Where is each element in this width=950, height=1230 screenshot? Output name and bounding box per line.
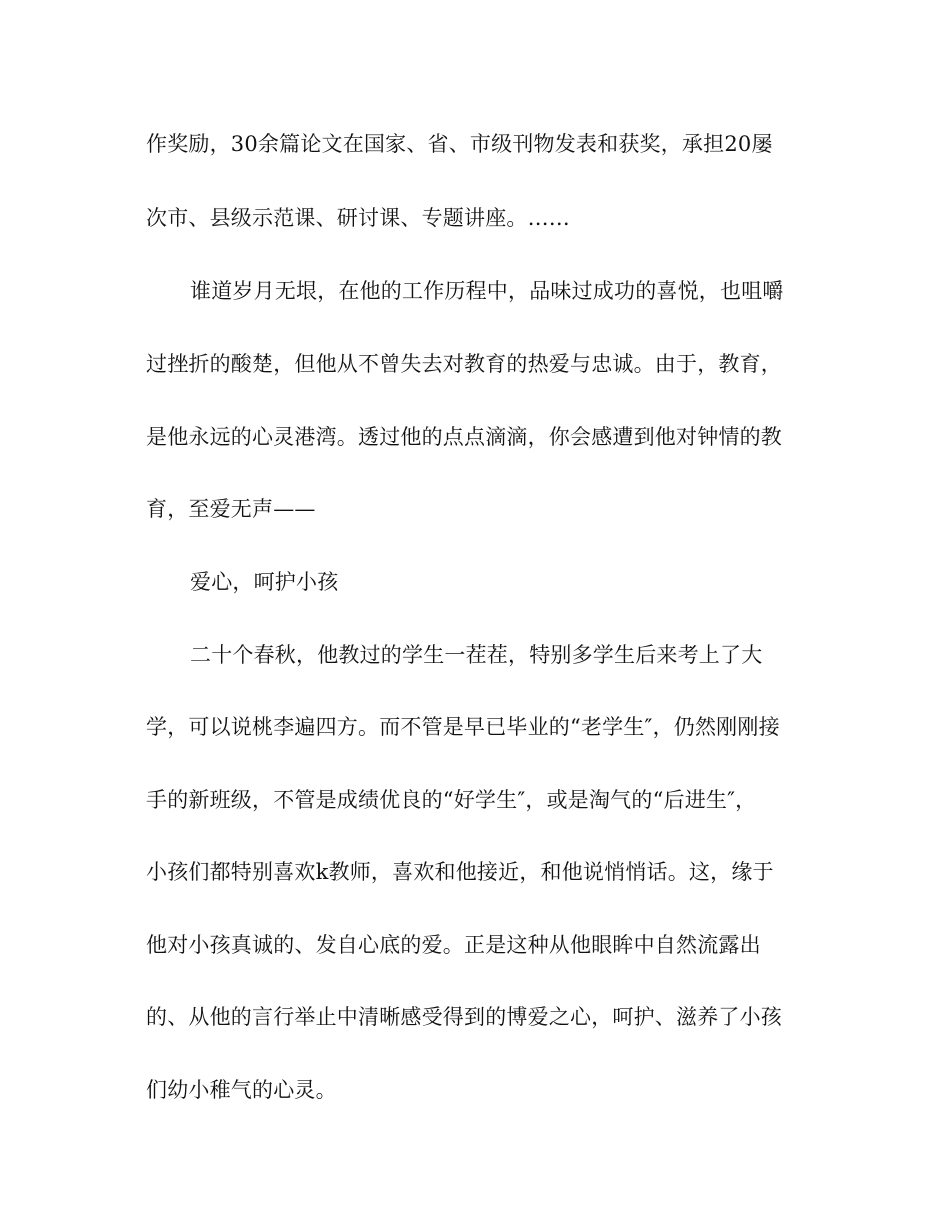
paragraph-line: 作奖励，30余篇论文在国家、省、市级刊物发表和获奖，承担20屡 — [146, 132, 773, 156]
paragraph-line: 学，可以说桃李遍四方。而不管是早已毕业的“老学生″，仍然刚刚接 — [146, 715, 780, 739]
paragraph-line: 是他永远的心灵港湾。透过他的点点滴滴，你会感遭到他对钟情的教 — [146, 425, 782, 449]
paragraph-line: 过挫折的酸楚，但他从不曾失去对教育的热爱与忠诚。由于，教育， — [146, 352, 782, 376]
paragraph-line: 谁道岁月无垠，在他的工作历程中，品味过成功的喜悦，也咀嚼 — [190, 279, 784, 303]
paragraph-line: 的、从他的言行举止中清晰感受得到的博爱之心，呵护、滋养了小孩 — [146, 1005, 782, 1029]
paragraph-line: 们幼小稚气的心灵。 — [146, 1078, 337, 1102]
paragraph-line: 小孩们都特别喜欢k教师，喜欢和他接近，和他说悄悄话。这，缘于 — [146, 860, 774, 884]
section-heading: 爱心，呵护小孩 — [190, 570, 339, 594]
paragraph-line: 二十个春秋，他教过的学生一茬茬，特别多学生后来考上了大 — [190, 643, 763, 667]
paragraph-line: 育，至爱无声—— — [146, 497, 316, 521]
paragraph-line: 他对小孩真诚的、发自心底的爱。正是这种从他眼眸中自然流露出 — [146, 933, 761, 957]
paragraph-line: 手的新班级，不管是成绩优良的“好学生″，或是淘气的“后进生″， — [146, 788, 757, 812]
paragraph-line: 次市、县级示范课、研讨课、专题讲座。…… — [146, 206, 570, 230]
